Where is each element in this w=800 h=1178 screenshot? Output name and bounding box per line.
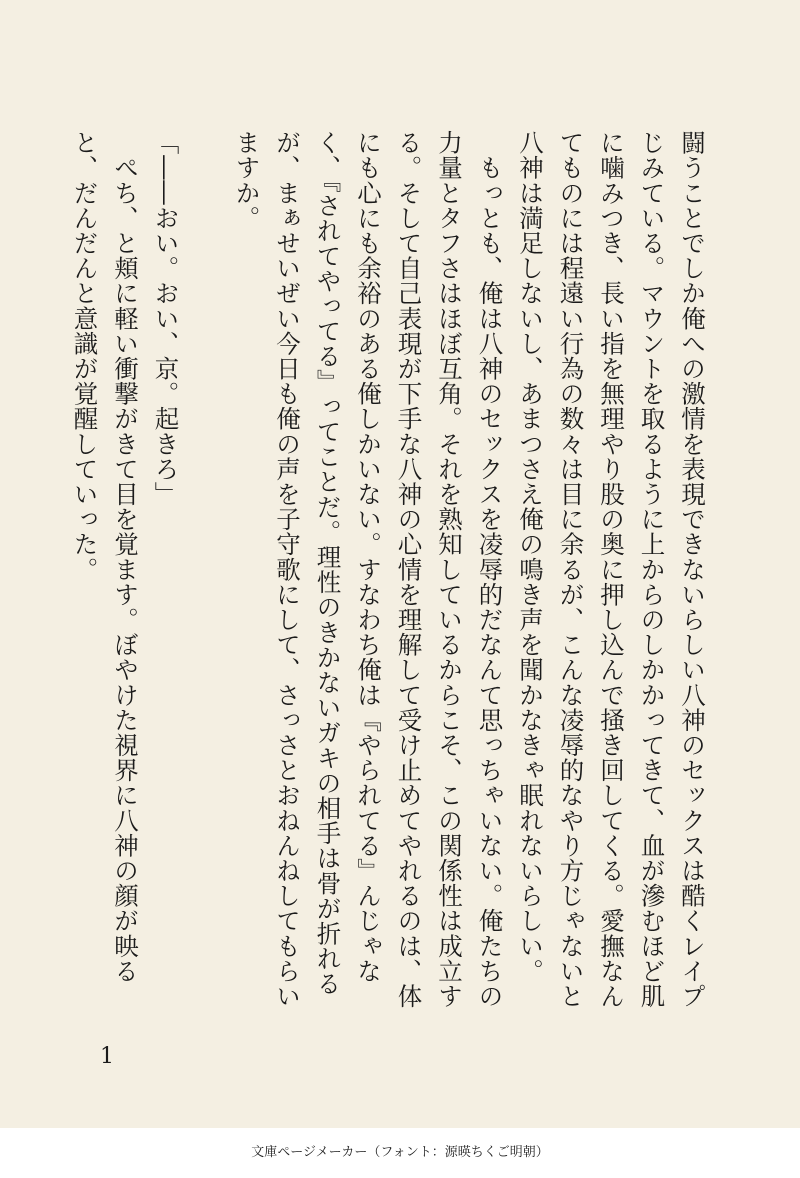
footer-caption: 文庫ページメーカー（フォント：源暎ちくご明朝）	[0, 1128, 800, 1178]
paragraph: ぺち、と頬に軽い衝撃がきて目を覚ます。ぼやけた視界に八神の顔が映ると、だんだんと意識が覚醒していった。	[70, 130, 140, 984]
dialogue-line: 「――おい。おい、京。起きろ」	[151, 130, 181, 507]
paragraph: 闘うことでしか俺への激情を表現できないらしい八神のセックスは酷くレイプじみている。マウントを取るように上からのしかかってきて、血が滲むほど肌に噛みつき、長い指を無理やり股の奥に押し込んで掻き回してくる。愛撫なんてものには程遠い行為の数々は目に余るが、こんな凌辱的なやり方じゃないと八神は満足しないし、あまつさえ俺の鳴き声を聞かなきゃ眠れないらしい。	[516, 130, 707, 1009]
blank-line	[186, 130, 227, 1010]
paragraph: もっとも、俺は八神のセックスを凌辱的だなんて思っちゃいない。俺たちの力量とタフさはほぼ互角。それを熟知しているからこそ、この関係性は成立する。そして自己表現が下手な八神の心情を理解して受け止めてやれるのは、体にも心にも余裕のある俺しかいない。すなわち俺は『やられてる』んじゃなく、『されてやってる』ってことだ。理性のきかないガキの相手は骨が折れるが、まぁせいぜい今日も俺の声を子守歌にして、さっさとおねんねしてもらいますか。	[232, 130, 505, 1009]
vertical-text-body	[64, 130, 712, 1010]
page-number: 1	[100, 1044, 114, 1069]
